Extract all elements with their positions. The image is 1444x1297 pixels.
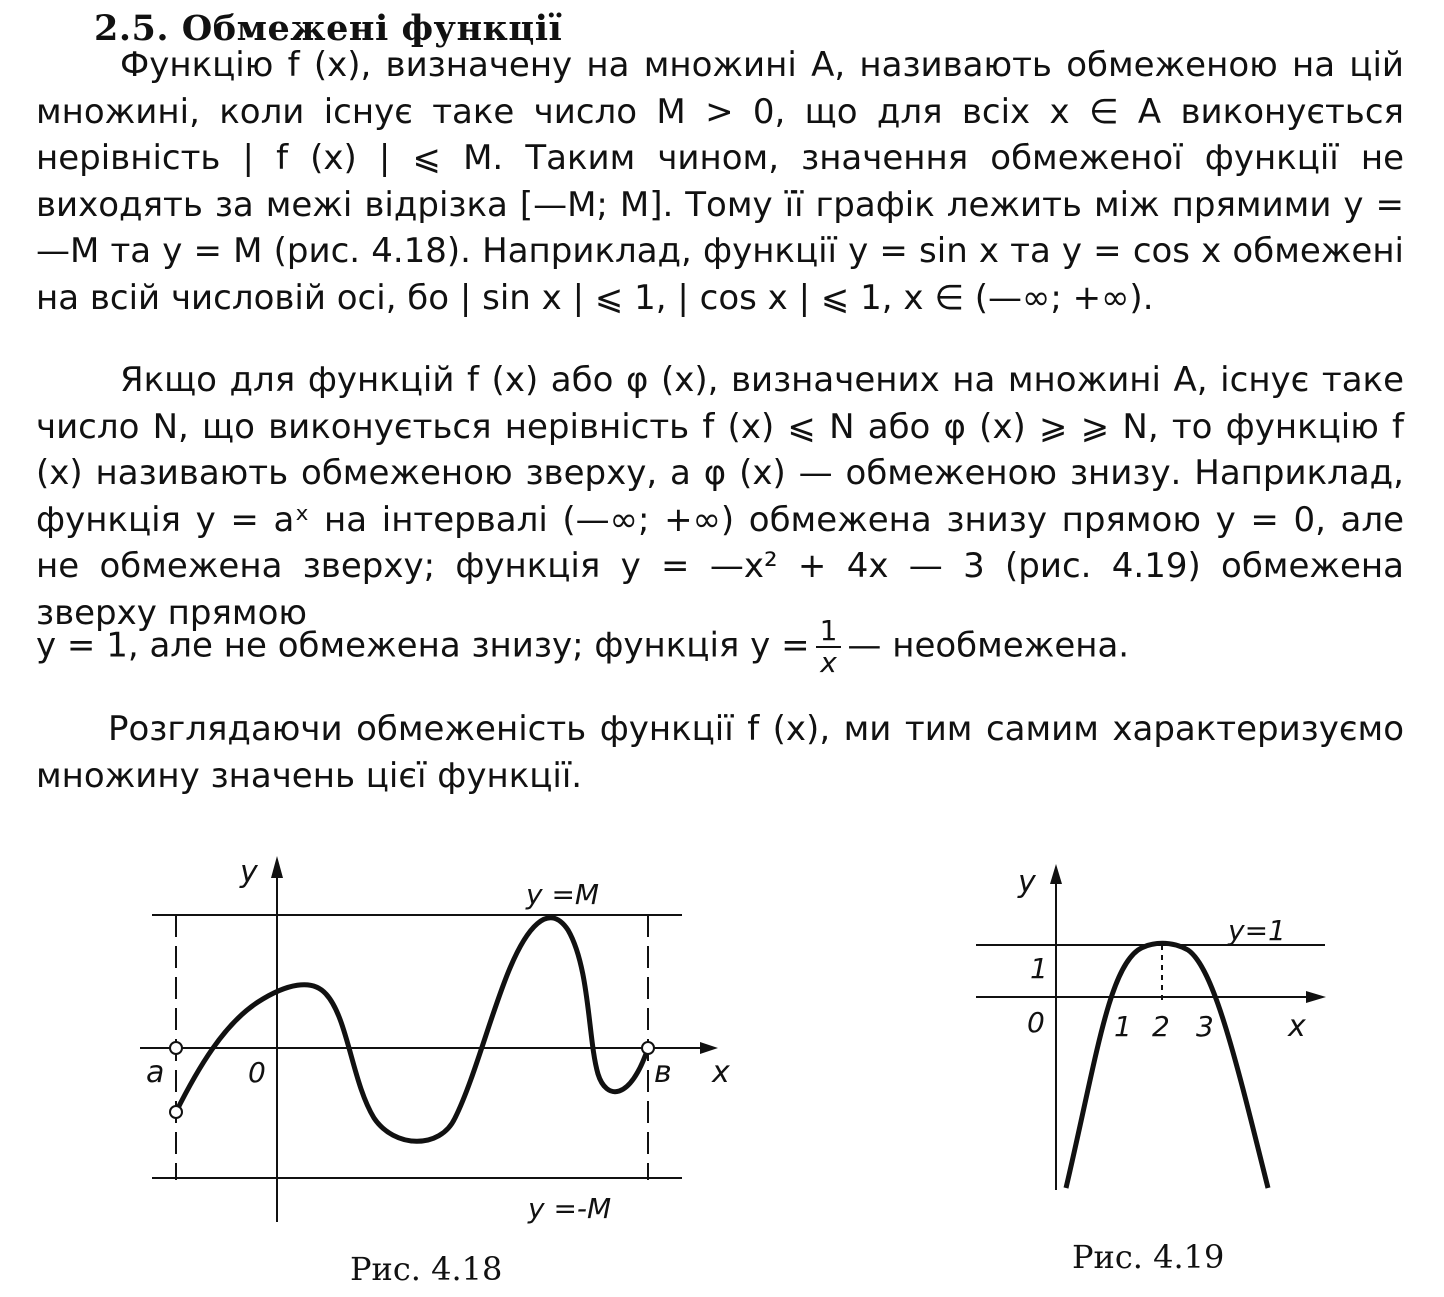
y-axis-arrow	[271, 856, 283, 878]
paragraph-bounded-above-below: Якщо для функцій f (x) або φ (x), визначених на множині A, існує таке число N, що виконується нерівність f (x) ⩽ N або φ (x) ⩾ ⩾ N, то функцію f (x) називають обмеженою зверху, а φ (x) — обмеженою знизу. Наприклад, функція y = aˣ на інтервалі (—∞; +∞) обмежена знизу прямою y = 0, але не обмежена зверху; функція y = —x² + 4x — 3 (рис. 4.19) обмежена зверху прямою	[36, 360, 1404, 633]
figure-4-18	[140, 856, 718, 1222]
fig1-origin-label: 0	[248, 1056, 266, 1089]
fig1-lower-label: y =-M	[528, 1192, 612, 1225]
fig1-x-label: x	[712, 1055, 730, 1090]
fig1-y-label: y	[240, 855, 258, 890]
fig2-x3-label: 3	[1196, 1010, 1214, 1043]
fig1-a-label: a	[146, 1055, 165, 1090]
bounded-function-curve	[176, 918, 648, 1141]
fig2-y-axis-arrow	[1050, 864, 1062, 884]
section-title: 2.5. Обмежені функції	[94, 8, 563, 49]
fig2-origin-label: 0	[1027, 1006, 1045, 1039]
fig2-x-label: x	[1288, 1009, 1306, 1044]
point-b-open	[642, 1042, 654, 1054]
fraction-numerator: 1	[816, 616, 842, 648]
fig2-y-label: y	[1018, 865, 1036, 900]
parabola-curve	[1066, 943, 1268, 1188]
paragraph-range-characterization: Розглядаючи обмеженість функції f (x), ми тим самим характеризуємо множину значень цієї функції.	[36, 709, 1404, 796]
unbounded-text-start: y = 1, але не обмежена знизу; функція y =	[36, 625, 810, 666]
x-axis-arrow	[700, 1042, 718, 1054]
fig1-upper-label: y =M	[526, 878, 600, 911]
figure-4-18-caption: Рис. 4.18	[350, 1250, 503, 1288]
fig2-y1-label: 1	[1030, 952, 1048, 985]
fig2-x-axis-arrow	[1306, 991, 1326, 1003]
paragraph-bounded-definition: Функцію f (x), визначену на множині A, називають обмеженою на цій множині, коли існує таке число M > 0, що для всіх x ∈ A виконується нерівність | f (x) | ⩽ M. Таким чином, значення обмеженої функції не виходять за межі відрізка [—M; M]. Тому її графік лежить між прямими y = —M та y = M (рис. 4.18). Наприклад, функції y = sin x та y = cos x обмежені на всій числовій осі, бо | sin x | ⩽ 1, | cos x | ⩽ 1, x ∈ (—∞; +∞).	[36, 45, 1404, 318]
unbounded-text-end: — необмежена.	[847, 625, 1130, 666]
figure-4-19-caption: Рис. 4.19	[1072, 1238, 1225, 1276]
fig1-b-label: в	[654, 1055, 672, 1090]
point-a-start	[170, 1106, 182, 1118]
fig2-x2-label: 2	[1152, 1010, 1170, 1043]
fig2-line-label: y=1	[1228, 914, 1286, 947]
fraction-denominator: x	[820, 646, 837, 679]
fig2-x1-label: 1	[1114, 1010, 1132, 1043]
point-a-open	[170, 1042, 182, 1054]
